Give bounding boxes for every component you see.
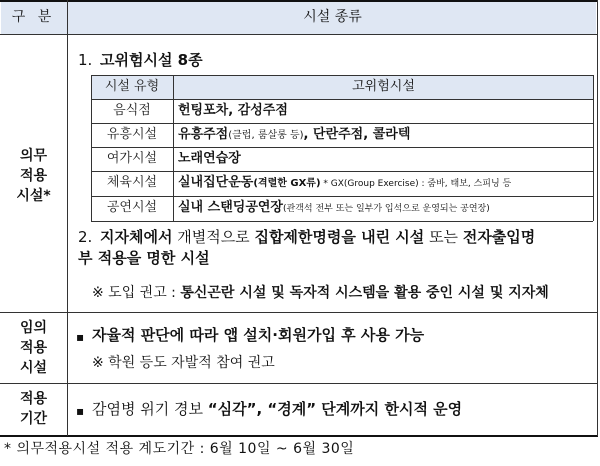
item2-text: 또는: [424, 228, 463, 246]
optional-label-line: 적용: [19, 340, 48, 356]
period-bullet: ▪: [76, 404, 85, 418]
optional-label: [0, 318, 67, 378]
column-divider: [67, 0, 68, 436]
mandatory-label-line: 적용: [19, 168, 48, 184]
header-divider: [0, 34, 598, 35]
item2-text: 전자출입명: [462, 228, 536, 246]
inner-header-facility: 고위험시설: [352, 79, 415, 94]
row-value-note: (격렬한 GX류): [253, 178, 321, 189]
row-type-performance: 공연시설: [106, 200, 158, 215]
row-value-performance: [178, 199, 490, 218]
intro-recommendation: [92, 284, 549, 302]
period-text-b: “심각”, “경계” 단계까지 한시적 운영: [207, 400, 463, 418]
row-value-main: 유흥주점: [178, 127, 229, 142]
mandatory-label-line: 시설*: [16, 188, 51, 204]
item1-title: 고위험시설 8종: [100, 51, 203, 69]
period-label-line: 기간: [19, 411, 48, 427]
inner-row-line: [91, 171, 593, 172]
inner-row-line: [91, 99, 593, 100]
item2-line2: 부 적용을 명한 시설: [78, 249, 210, 267]
row-type-leisure: 여가시설: [106, 151, 158, 166]
inner-table-right: [593, 75, 594, 221]
item2-number: 2.: [78, 228, 93, 246]
mandatory-label: [0, 146, 67, 206]
inner-header-type: 시설 유형: [104, 79, 160, 94]
table-right-border: [597, 0, 598, 436]
item1-number: 1.: [78, 51, 93, 69]
period-text-a: 감염병 위기 경보: [92, 400, 208, 418]
optional-line2: ※ 학원 등도 자발적 참여 권고: [92, 355, 275, 371]
optional-label-line: 임의: [19, 320, 48, 336]
header-facility-type: 시설 종류: [303, 9, 362, 25]
period-label-line: 적용: [19, 391, 48, 407]
item2-line1: [100, 228, 535, 246]
row-divider-2: [0, 383, 598, 384]
row-value-main: 실내 스탠딩공연장: [178, 200, 283, 215]
row-type-sports: 체육시설: [106, 175, 158, 190]
item2-text: 지자체에서: [100, 228, 173, 246]
row-value-sports: [178, 174, 511, 193]
row-divider-1: [0, 312, 598, 313]
item2-text: 집합제한명령을 내린 시설: [254, 228, 425, 246]
row-value-entertainment: [178, 126, 410, 145]
row-value-extra: , 단란주점, 콜라텍: [303, 127, 411, 142]
optional-bullet: ▪: [76, 330, 85, 344]
footnote: * 의무적용시설 적용 계도기간 : 6월 10일 ~ 6월 30일: [4, 441, 355, 457]
header-category: 구 분: [11, 9, 56, 25]
intro-text: 통신곤란 시설 및 독자적 시스템을 활용 중인 시설 및 지자체: [180, 285, 549, 301]
inner-table-bottom: [91, 221, 593, 222]
row-type-restaurant: 음식점: [113, 103, 151, 118]
row-type-entertainment: 유흥시설: [106, 127, 158, 142]
inner-row-line: [91, 196, 593, 197]
row-value-footnote: * GX(Group Exercise) : 줌바, 태보, 스피닝 등: [320, 179, 512, 189]
mandatory-label-line: 의무: [19, 148, 48, 164]
inner-row-line: [91, 123, 593, 124]
intro-prefix: ※ 도입 권고 :: [92, 285, 181, 301]
row-value-leisure: 노래연습장: [178, 151, 241, 166]
optional-label-line: 시설: [19, 360, 48, 376]
period-text: [92, 400, 462, 418]
table-bottom-border: [0, 435, 598, 437]
row-value-restaurant: 헌팅포차, 감성주점: [178, 103, 288, 118]
inner-table-top: [91, 75, 593, 76]
period-label: [0, 389, 67, 429]
row-value-note: (관객석 전부 또는 일부가 입석으로 운영되는 공연장): [283, 204, 490, 214]
inner-row-line: [91, 147, 593, 148]
table-top-border: [0, 0, 598, 2]
optional-line1: 자율적 판단에 따라 앱 설치·회원가입 후 사용 가능: [92, 326, 425, 344]
row-value-note: (클럽, 룸살롱 등): [228, 130, 304, 141]
item2-text: 개별적으로: [172, 228, 255, 246]
row-value-main: 실내집단운동: [178, 175, 254, 190]
inner-table-divider: [173, 75, 174, 221]
